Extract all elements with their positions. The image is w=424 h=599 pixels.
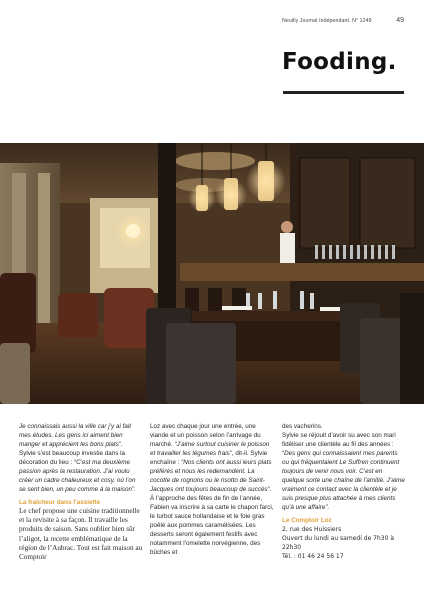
- restaurant-photo: [0, 143, 424, 404]
- column2-sylvie-quote: “Nos clients ont aussi leurs plats préférés et nous les redemandent. La cocotte de rognons ou le risotto de Saint-Jacques ont toujours beaucoup de succès”.: [150, 459, 272, 493]
- column1-intro-quote: Je connaissais aussi la ville car j’y ai fait mes études. Les gens ici aiment bien manger et apprécient les bons plats”.: [19, 423, 131, 448]
- column2-transition: dit-il. Sylvie enchaîne :: [150, 450, 268, 466]
- column3-clientele-lead: Sylvie se réjouit d’avoir su avec son mari fidéliser une clientèle au fil des années :: [282, 432, 396, 448]
- section-title: Fooding.: [282, 49, 397, 75]
- venue-name: Le Comptoir Loz: [282, 517, 332, 524]
- article-column-2: [150, 422, 274, 557]
- column2-chef-quote: “J’aime surtout cuisiner le poisson et travailler les légumes frais”,: [150, 441, 270, 457]
- venue-address: 2, rue des Huissiers: [282, 526, 342, 533]
- page-number: 49: [396, 17, 404, 24]
- column2-menu-lead: Loz avec chaque jour une entrée, une viande et un poisson selon l’arrivage du marché.: [150, 423, 261, 448]
- page-header: [282, 18, 412, 30]
- journal-name: Neuilly Journal Indépendant. N° 1249: [282, 18, 372, 24]
- column1-decoration-lead: Sylvie s’est beaucoup investie dans la décoration du lieu :: [19, 450, 126, 466]
- column1-decoration-quote: “C’est ma deuxième passion après la restauration. J’ai voulu créer un cadre chaleureux et cosy, où l’on se sent bien, un peu comme à la maison”.: [19, 459, 136, 493]
- venue-hours: Ouvert du lundi au samedi de 7h30 à 22h30: [282, 535, 395, 551]
- article-column-3: [282, 422, 406, 561]
- column2-holidays-paragraph: À l’approche des fêtes de fin de l’année, Fabien va inscrire à sa carte le chapon farci, le turbot sauce hollandaise et le foie gras poêlé aux pommes caramélisées. Les desserts seront également festifs avec notamment l’omelette norvégienne, des bûches et: [150, 495, 274, 556]
- column3-desserts-end: des vacherins.: [282, 423, 323, 430]
- column1-chef-paragraph: Le chef propose une cuisine traditionnelle et la revisite à sa façon. Il travaille les produits de saison. Sans oublier bien sûr l’aligot, la recette emblématique de la région de l’Aubrac. Tout est fait maison au Comptoir: [19, 507, 143, 562]
- title-rule: [283, 91, 404, 94]
- venue-phone: Tél. : 01 46 24 56 17: [282, 553, 344, 560]
- article-column-1: [19, 422, 143, 562]
- column3-clientele-quote: “Des gens qui connaissaient mes parents ou qui fréquentaient Le Suffren continuent toujours de venir nous voir. C’est en quelque sorte une chaîne de l’amitié. J’aime vraiment ce contact avec la clientèle et je suis presque plus attachée à mes clients qu’à une affaire”.: [282, 450, 405, 511]
- article-subheading: La fraîcheur dans l’assiette: [19, 499, 101, 506]
